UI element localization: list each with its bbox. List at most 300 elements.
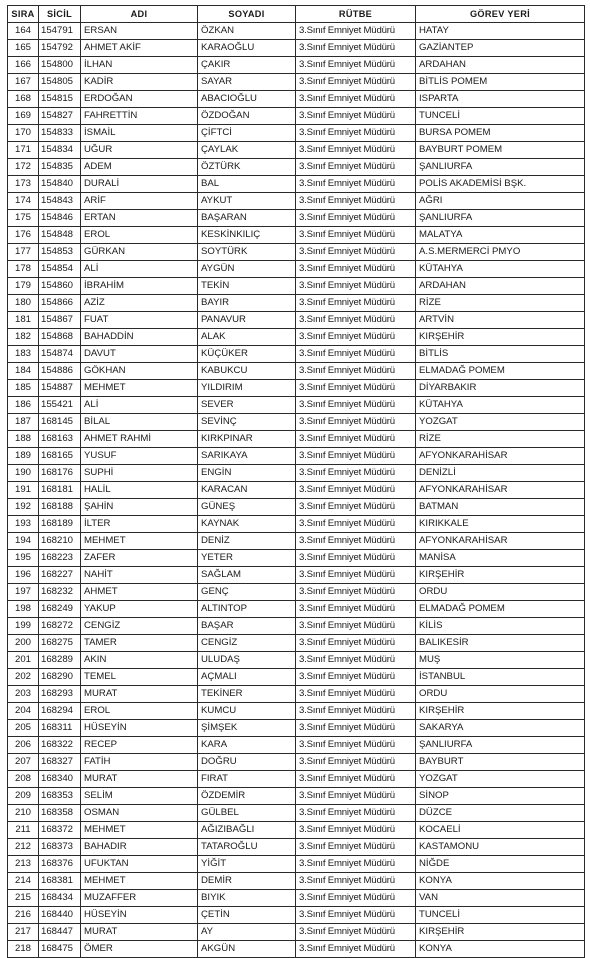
cell-rutbe: 3.Sınıf Emniyet Müdürü [296, 839, 416, 856]
cell-sicil: 154886 [39, 363, 81, 380]
table-row [8, 550, 585, 567]
cell-sicil: 168232 [39, 584, 81, 601]
cell-gorev-yeri: AFYONKARAHİSAR [416, 482, 585, 499]
cell-sicil: 168181 [39, 482, 81, 499]
cell-sicil: 168293 [39, 686, 81, 703]
cell-adi: AHMET AKİF [81, 40, 198, 57]
cell-soyadi: BAŞAR [198, 618, 296, 635]
cell-gorev-yeri: DÜZCE [416, 805, 585, 822]
table-row [8, 431, 585, 448]
table-row [8, 23, 585, 40]
cell-rutbe: 3.Sınıf Emniyet Müdürü [296, 312, 416, 329]
table-row [8, 465, 585, 482]
cell-sira: 164 [8, 23, 39, 40]
cell-gorev-yeri: BAYBURT [416, 754, 585, 771]
cell-rutbe: 3.Sınıf Emniyet Müdürü [296, 567, 416, 584]
cell-soyadi: ÇETİN [198, 907, 296, 924]
cell-sira: 167 [8, 74, 39, 91]
cell-rutbe: 3.Sınıf Emniyet Müdürü [296, 363, 416, 380]
cell-sicil: 154840 [39, 176, 81, 193]
cell-soyadi: KARAOĞLU [198, 40, 296, 57]
table-row [8, 839, 585, 856]
cell-adi: EROL [81, 703, 198, 720]
cell-rutbe: 3.Sınıf Emniyet Müdürü [296, 805, 416, 822]
cell-adi: İLTER [81, 516, 198, 533]
cell-sira: 178 [8, 261, 39, 278]
cell-gorev-yeri: ISPARTA [416, 91, 585, 108]
cell-soyadi: SAYAR [198, 74, 296, 91]
cell-gorev-yeri: SAKARYA [416, 720, 585, 737]
cell-sicil: 168163 [39, 431, 81, 448]
cell-gorev-yeri: İSTANBUL [416, 669, 585, 686]
cell-soyadi: ÖZDEMİR [198, 788, 296, 805]
cell-gorev-yeri: KIRIKKALE [416, 516, 585, 533]
table-row [8, 567, 585, 584]
cell-rutbe: 3.Sınıf Emniyet Müdürü [296, 941, 416, 958]
cell-gorev-yeri: ELMADAĞ POMEM [416, 363, 585, 380]
cell-soyadi: GÜNEŞ [198, 499, 296, 516]
cell-soyadi: BAŞARAN [198, 210, 296, 227]
table-row [8, 941, 585, 958]
cell-adi: HÜSEYİN [81, 907, 198, 924]
cell-gorev-yeri: A.S.MERMERCİ PMYO [416, 244, 585, 261]
cell-sira: 198 [8, 601, 39, 618]
cell-soyadi: BIYIK [198, 890, 296, 907]
cell-sicil: 168272 [39, 618, 81, 635]
cell-adi: BAHADDİN [81, 329, 198, 346]
cell-sira: 200 [8, 635, 39, 652]
cell-rutbe: 3.Sınıf Emniyet Müdürü [296, 159, 416, 176]
table-row [8, 907, 585, 924]
cell-soyadi: YİĞİT [198, 856, 296, 873]
cell-adi: GÖKHAN [81, 363, 198, 380]
cell-adi: ERDOĞAN [81, 91, 198, 108]
cell-sira: 176 [8, 227, 39, 244]
cell-sicil: 168249 [39, 601, 81, 618]
cell-rutbe: 3.Sınıf Emniyet Müdürü [296, 227, 416, 244]
cell-rutbe: 3.Sınıf Emniyet Müdürü [296, 57, 416, 74]
cell-sicil: 168223 [39, 550, 81, 567]
cell-rutbe: 3.Sınıf Emniyet Müdürü [296, 397, 416, 414]
cell-adi: İSMAİL [81, 125, 198, 142]
cell-soyadi: YETER [198, 550, 296, 567]
cell-soyadi: CENGİZ [198, 635, 296, 652]
cell-sira: 173 [8, 176, 39, 193]
cell-adi: FUAT [81, 312, 198, 329]
cell-adi: MEHMET [81, 822, 198, 839]
cell-gorev-yeri: MANİSA [416, 550, 585, 567]
cell-gorev-yeri: YOZGAT [416, 414, 585, 431]
cell-sicil: 168340 [39, 771, 81, 788]
cell-sira: 210 [8, 805, 39, 822]
cell-gorev-yeri: TUNCELİ [416, 907, 585, 924]
cell-sira: 182 [8, 329, 39, 346]
cell-sicil: 168188 [39, 499, 81, 516]
cell-sicil: 168327 [39, 754, 81, 771]
cell-sira: 197 [8, 584, 39, 601]
cell-sicil: 168373 [39, 839, 81, 856]
table-row [8, 176, 585, 193]
cell-adi: AHMET [81, 584, 198, 601]
cell-sira: 193 [8, 516, 39, 533]
table-row [8, 482, 585, 499]
cell-adi: UFUKTAN [81, 856, 198, 873]
cell-gorev-yeri: HATAY [416, 23, 585, 40]
cell-sira: 174 [8, 193, 39, 210]
cell-rutbe: 3.Sınıf Emniyet Müdürü [296, 516, 416, 533]
cell-sicil: 168290 [39, 669, 81, 686]
cell-rutbe: 3.Sınıf Emniyet Müdürü [296, 618, 416, 635]
cell-soyadi: AYGÜN [198, 261, 296, 278]
table-row [8, 924, 585, 941]
cell-sicil: 168311 [39, 720, 81, 737]
cell-sicil: 154815 [39, 91, 81, 108]
table-row [8, 635, 585, 652]
cell-gorev-yeri: KIRŞEHİR [416, 703, 585, 720]
cell-sicil: 154846 [39, 210, 81, 227]
cell-rutbe: 3.Sınıf Emniyet Müdürü [296, 533, 416, 550]
cell-sira: 181 [8, 312, 39, 329]
cell-gorev-yeri: AĞRI [416, 193, 585, 210]
cell-gorev-yeri: BURSA POMEM [416, 125, 585, 142]
cell-sira: 196 [8, 567, 39, 584]
table-row [8, 669, 585, 686]
table-row [8, 805, 585, 822]
table-row [8, 873, 585, 890]
cell-adi: DURALİ [81, 176, 198, 193]
cell-rutbe: 3.Sınıf Emniyet Müdürü [296, 244, 416, 261]
cell-soyadi: ABACIOĞLU [198, 91, 296, 108]
cell-gorev-yeri: RİZE [416, 431, 585, 448]
cell-sira: 185 [8, 380, 39, 397]
cell-gorev-yeri: MUŞ [416, 652, 585, 669]
cell-rutbe: 3.Sınıf Emniyet Müdürü [296, 737, 416, 754]
cell-adi: HALİL [81, 482, 198, 499]
cell-soyadi: PANAVUR [198, 312, 296, 329]
cell-rutbe: 3.Sınıf Emniyet Müdürü [296, 40, 416, 57]
table-row [8, 856, 585, 873]
cell-soyadi: TEKİN [198, 278, 296, 295]
cell-sicil: 154867 [39, 312, 81, 329]
header-adi: ADI [81, 6, 198, 23]
cell-gorev-yeri: ARDAHAN [416, 278, 585, 295]
header-sicil: SİCİL [39, 6, 81, 23]
cell-rutbe: 3.Sınıf Emniyet Müdürü [296, 550, 416, 567]
cell-sicil: 168372 [39, 822, 81, 839]
cell-rutbe: 3.Sınıf Emniyet Müdürü [296, 771, 416, 788]
cell-sira: 170 [8, 125, 39, 142]
cell-sicil: 154866 [39, 295, 81, 312]
cell-soyadi: DEMİR [198, 873, 296, 890]
header-sira: SIRA [8, 6, 39, 23]
cell-gorev-yeri: KONYA [416, 873, 585, 890]
table-row [8, 210, 585, 227]
cell-soyadi: GENÇ [198, 584, 296, 601]
cell-gorev-yeri: ORDU [416, 686, 585, 703]
cell-soyadi: BAL [198, 176, 296, 193]
cell-soyadi: ÖZDOĞAN [198, 108, 296, 125]
cell-soyadi: KUMCU [198, 703, 296, 720]
cell-soyadi: ULUDAŞ [198, 652, 296, 669]
cell-soyadi: AYKUT [198, 193, 296, 210]
cell-rutbe: 3.Sınıf Emniyet Müdürü [296, 822, 416, 839]
cell-adi: YAKUP [81, 601, 198, 618]
cell-rutbe: 3.Sınıf Emniyet Müdürü [296, 907, 416, 924]
cell-gorev-yeri: AFYONKARAHİSAR [416, 448, 585, 465]
cell-rutbe: 3.Sınıf Emniyet Müdürü [296, 210, 416, 227]
cell-gorev-yeri: ŞANLIURFA [416, 159, 585, 176]
cell-soyadi: KABUKCU [198, 363, 296, 380]
cell-sira: 209 [8, 788, 39, 805]
cell-sira: 215 [8, 890, 39, 907]
cell-sira: 211 [8, 822, 39, 839]
cell-adi: ZAFER [81, 550, 198, 567]
cell-sira: 189 [8, 448, 39, 465]
table-row [8, 397, 585, 414]
cell-rutbe: 3.Sınıf Emniyet Müdürü [296, 193, 416, 210]
cell-sicil: 168475 [39, 941, 81, 958]
cell-adi: ŞAHİN [81, 499, 198, 516]
cell-soyadi: AÇMALI [198, 669, 296, 686]
table-row [8, 516, 585, 533]
cell-soyadi: KESKİNKILIÇ [198, 227, 296, 244]
table-row [8, 754, 585, 771]
cell-sira: 199 [8, 618, 39, 635]
cell-adi: UĞUR [81, 142, 198, 159]
table-row [8, 601, 585, 618]
table-row [8, 448, 585, 465]
cell-gorev-yeri: SİNOP [416, 788, 585, 805]
cell-sicil: 154874 [39, 346, 81, 363]
cell-sicil: 168440 [39, 907, 81, 924]
cell-rutbe: 3.Sınıf Emniyet Müdürü [296, 278, 416, 295]
cell-rutbe: 3.Sınıf Emniyet Müdürü [296, 176, 416, 193]
cell-gorev-yeri: VAN [416, 890, 585, 907]
cell-soyadi: ENGİN [198, 465, 296, 482]
table-row [8, 380, 585, 397]
cell-sicil: 168381 [39, 873, 81, 890]
cell-adi: İBRAHİM [81, 278, 198, 295]
cell-rutbe: 3.Sınıf Emniyet Müdürü [296, 635, 416, 652]
cell-soyadi: KARACAN [198, 482, 296, 499]
cell-soyadi: YILDIRIM [198, 380, 296, 397]
cell-rutbe: 3.Sınıf Emniyet Müdürü [296, 23, 416, 40]
cell-gorev-yeri: ARTVİN [416, 312, 585, 329]
cell-rutbe: 3.Sınıf Emniyet Müdürü [296, 431, 416, 448]
cell-gorev-yeri: BİTLİS POMEM [416, 74, 585, 91]
cell-gorev-yeri: KIRŞEHİR [416, 329, 585, 346]
cell-rutbe: 3.Sınıf Emniyet Müdürü [296, 669, 416, 686]
cell-soyadi: GÜLBEL [198, 805, 296, 822]
cell-gorev-yeri: ELMADAĞ POMEM [416, 601, 585, 618]
cell-adi: MEHMET [81, 873, 198, 890]
cell-soyadi: AKGÜN [198, 941, 296, 958]
cell-gorev-yeri: YOZGAT [416, 771, 585, 788]
cell-soyadi: BAYIR [198, 295, 296, 312]
cell-gorev-yeri: DENİZLİ [416, 465, 585, 482]
cell-sira: 169 [8, 108, 39, 125]
cell-adi: SUPHİ [81, 465, 198, 482]
cell-adi: MURAT [81, 924, 198, 941]
cell-adi: GÜRKAN [81, 244, 198, 261]
cell-sira: 201 [8, 652, 39, 669]
cell-adi: KADİR [81, 74, 198, 91]
cell-soyadi: SAĞLAM [198, 567, 296, 584]
cell-sicil: 168358 [39, 805, 81, 822]
table-row [8, 499, 585, 516]
cell-gorev-yeri: TUNCELİ [416, 108, 585, 125]
table-row [8, 788, 585, 805]
cell-adi: MEHMET [81, 380, 198, 397]
cell-gorev-yeri: KÜTAHYA [416, 397, 585, 414]
header-gorev-yeri: GÖREV YERİ [416, 6, 585, 23]
table-row [8, 737, 585, 754]
cell-sira: 168 [8, 91, 39, 108]
cell-sicil: 154800 [39, 57, 81, 74]
cell-sicil: 154827 [39, 108, 81, 125]
cell-sicil: 155421 [39, 397, 81, 414]
cell-rutbe: 3.Sınıf Emniyet Müdürü [296, 584, 416, 601]
cell-soyadi: KIRKPINAR [198, 431, 296, 448]
cell-adi: FAHRETTİN [81, 108, 198, 125]
cell-sicil: 154833 [39, 125, 81, 142]
cell-sicil: 168376 [39, 856, 81, 873]
cell-sicil: 154791 [39, 23, 81, 40]
cell-sicil: 154853 [39, 244, 81, 261]
table-row [8, 227, 585, 244]
cell-sicil: 168165 [39, 448, 81, 465]
cell-sicil: 168434 [39, 890, 81, 907]
cell-adi: RECEP [81, 737, 198, 754]
cell-adi: EROL [81, 227, 198, 244]
cell-rutbe: 3.Sınıf Emniyet Müdürü [296, 686, 416, 703]
cell-adi: SELİM [81, 788, 198, 805]
cell-soyadi: AĞIZIBAĞLI [198, 822, 296, 839]
cell-sicil: 154843 [39, 193, 81, 210]
header-soyadi: SOYADI [198, 6, 296, 23]
cell-adi: AHMET RAHMİ [81, 431, 198, 448]
cell-sicil: 168289 [39, 652, 81, 669]
cell-adi: HÜSEYİN [81, 720, 198, 737]
cell-gorev-yeri: KOCAELİ [416, 822, 585, 839]
cell-sira: 183 [8, 346, 39, 363]
cell-sicil: 168210 [39, 533, 81, 550]
cell-soyadi: ÇAYLAK [198, 142, 296, 159]
cell-soyadi: TATAROĞLU [198, 839, 296, 856]
cell-sicil: 154848 [39, 227, 81, 244]
cell-rutbe: 3.Sınıf Emniyet Müdürü [296, 754, 416, 771]
cell-rutbe: 3.Sınıf Emniyet Müdürü [296, 856, 416, 873]
cell-sira: 214 [8, 873, 39, 890]
cell-adi: AKIN [81, 652, 198, 669]
cell-gorev-yeri: KIRŞEHİR [416, 924, 585, 941]
cell-sira: 180 [8, 295, 39, 312]
cell-sira: 179 [8, 278, 39, 295]
cell-rutbe: 3.Sınıf Emniyet Müdürü [296, 108, 416, 125]
cell-soyadi: KAYNAK [198, 516, 296, 533]
cell-soyadi: KÜÇÜKER [198, 346, 296, 363]
cell-adi: MURAT [81, 686, 198, 703]
table-row [8, 363, 585, 380]
cell-sira: 175 [8, 210, 39, 227]
cell-sicil: 168353 [39, 788, 81, 805]
table-row [8, 159, 585, 176]
cell-sicil: 168447 [39, 924, 81, 941]
table-row [8, 890, 585, 907]
table-row [8, 40, 585, 57]
cell-sira: 166 [8, 57, 39, 74]
table-row [8, 125, 585, 142]
cell-sira: 212 [8, 839, 39, 856]
cell-rutbe: 3.Sınıf Emniyet Müdürü [296, 380, 416, 397]
cell-soyadi: ÇİFTCİ [198, 125, 296, 142]
cell-adi: CENGİZ [81, 618, 198, 635]
cell-adi: ERTAN [81, 210, 198, 227]
cell-gorev-yeri: RİZE [416, 295, 585, 312]
cell-adi: İLHAN [81, 57, 198, 74]
personnel-list-page [7, 5, 584, 958]
cell-gorev-yeri: DİYARBAKIR [416, 380, 585, 397]
table-row [8, 533, 585, 550]
cell-adi: BAHADIR [81, 839, 198, 856]
table-row [8, 686, 585, 703]
table-row [8, 720, 585, 737]
cell-gorev-yeri: BİTLİS [416, 346, 585, 363]
cell-adi: ALİ [81, 261, 198, 278]
cell-rutbe: 3.Sınıf Emniyet Müdürü [296, 499, 416, 516]
cell-sicil: 168275 [39, 635, 81, 652]
table-row [8, 771, 585, 788]
cell-sicil: 154792 [39, 40, 81, 57]
cell-gorev-yeri: ARDAHAN [416, 57, 585, 74]
cell-gorev-yeri: ORDU [416, 584, 585, 601]
cell-rutbe: 3.Sınıf Emniyet Müdürü [296, 346, 416, 363]
cell-sira: 190 [8, 465, 39, 482]
cell-sicil: 168189 [39, 516, 81, 533]
cell-soyadi: DENİZ [198, 533, 296, 550]
cell-rutbe: 3.Sınıf Emniyet Müdürü [296, 890, 416, 907]
cell-soyadi: ŞİMŞEK [198, 720, 296, 737]
table-row [8, 329, 585, 346]
cell-gorev-yeri: GAZİANTEP [416, 40, 585, 57]
cell-gorev-yeri: KONYA [416, 941, 585, 958]
cell-sira: 187 [8, 414, 39, 431]
cell-rutbe: 3.Sınıf Emniyet Müdürü [296, 74, 416, 91]
cell-soyadi: ALTINTOP [198, 601, 296, 618]
cell-gorev-yeri: NİĞDE [416, 856, 585, 873]
table-row [8, 74, 585, 91]
cell-sira: 184 [8, 363, 39, 380]
cell-sira: 202 [8, 669, 39, 686]
cell-rutbe: 3.Sınıf Emniyet Müdürü [296, 652, 416, 669]
cell-rutbe: 3.Sınıf Emniyet Müdürü [296, 448, 416, 465]
cell-soyadi: SOYTÜRK [198, 244, 296, 261]
cell-gorev-yeri: KİLİS [416, 618, 585, 635]
table-row [8, 261, 585, 278]
cell-sira: 188 [8, 431, 39, 448]
cell-adi: DAVUT [81, 346, 198, 363]
cell-sira: 194 [8, 533, 39, 550]
cell-rutbe: 3.Sınıf Emniyet Müdürü [296, 482, 416, 499]
table-row [8, 278, 585, 295]
header-row [8, 6, 585, 23]
cell-sira: 213 [8, 856, 39, 873]
cell-adi: YUSUF [81, 448, 198, 465]
table-row [8, 295, 585, 312]
cell-rutbe: 3.Sınıf Emniyet Müdürü [296, 873, 416, 890]
cell-sicil: 154868 [39, 329, 81, 346]
cell-soyadi: ÇAKIR [198, 57, 296, 74]
